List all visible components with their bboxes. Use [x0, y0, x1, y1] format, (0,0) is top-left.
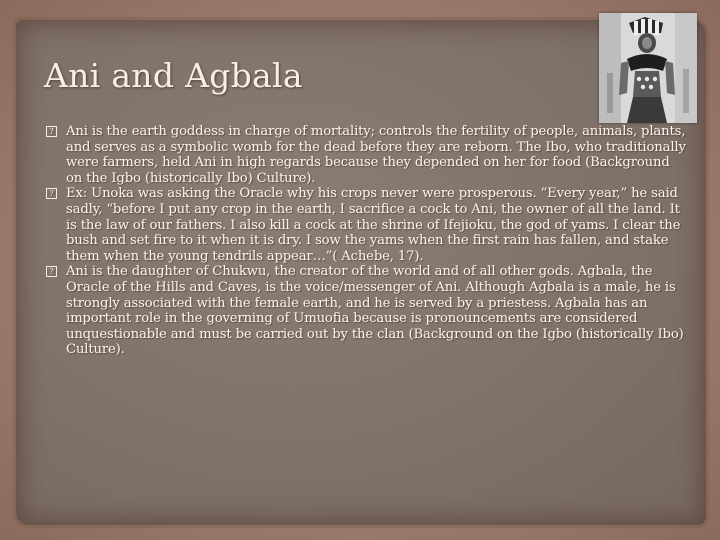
list-item	[46, 124, 688, 186]
slide-title: Ani and Agbala	[44, 56, 303, 95]
statue-photo-icon	[599, 13, 697, 123]
box-bullet-icon: ?	[46, 266, 57, 277]
box-bullet-icon: ?	[46, 126, 57, 137]
list-item	[46, 264, 688, 358]
bullet-list	[46, 124, 688, 358]
box-bullet-icon: ?	[46, 188, 57, 199]
bullet-text: Ex: Unoka was asking the Oracle why his crops never were prosperous. “Every year,” he said sadly, “before I put any crop in the earth, I sacrifice a cock to Ani, the owner of all the land. It is the law of our fathers. I also kill a cock at the shrine of Ifejioku, the god of yams. I clear the bush and set fire to it when it is dry. I sow the yams when the first rain has fallen, and stake them when the young tendrils appear…”( Achebe, 17).	[66, 186, 681, 264]
list-item	[46, 186, 688, 264]
bullet-text: Ani is the earth goddess in charge of mortality; controls the fertility of people, animals, plants, and serves as a symbolic womb for the dead before they are reborn. The Ibo, who traditionally were farmers, held Ani in high regards because they depended on her for food (Background on the Igbo (historically Ibo) Culture).	[66, 124, 686, 186]
bullet-text: Ani is the daughter of Chukwu, the creator of the world and of all other gods. Agbala, the Oracle of the Hills and Caves, is the voice/messenger of Ani. Although Agbala is a male, he is strongly associated with the female earth, and he is served by a priestess. Agbala has an important role in the governing of Umuofia because is pronouncements are considered unquestionable and must be carried out by the clan (Background on the Igbo (historically Ibo) Culture).	[66, 264, 684, 358]
